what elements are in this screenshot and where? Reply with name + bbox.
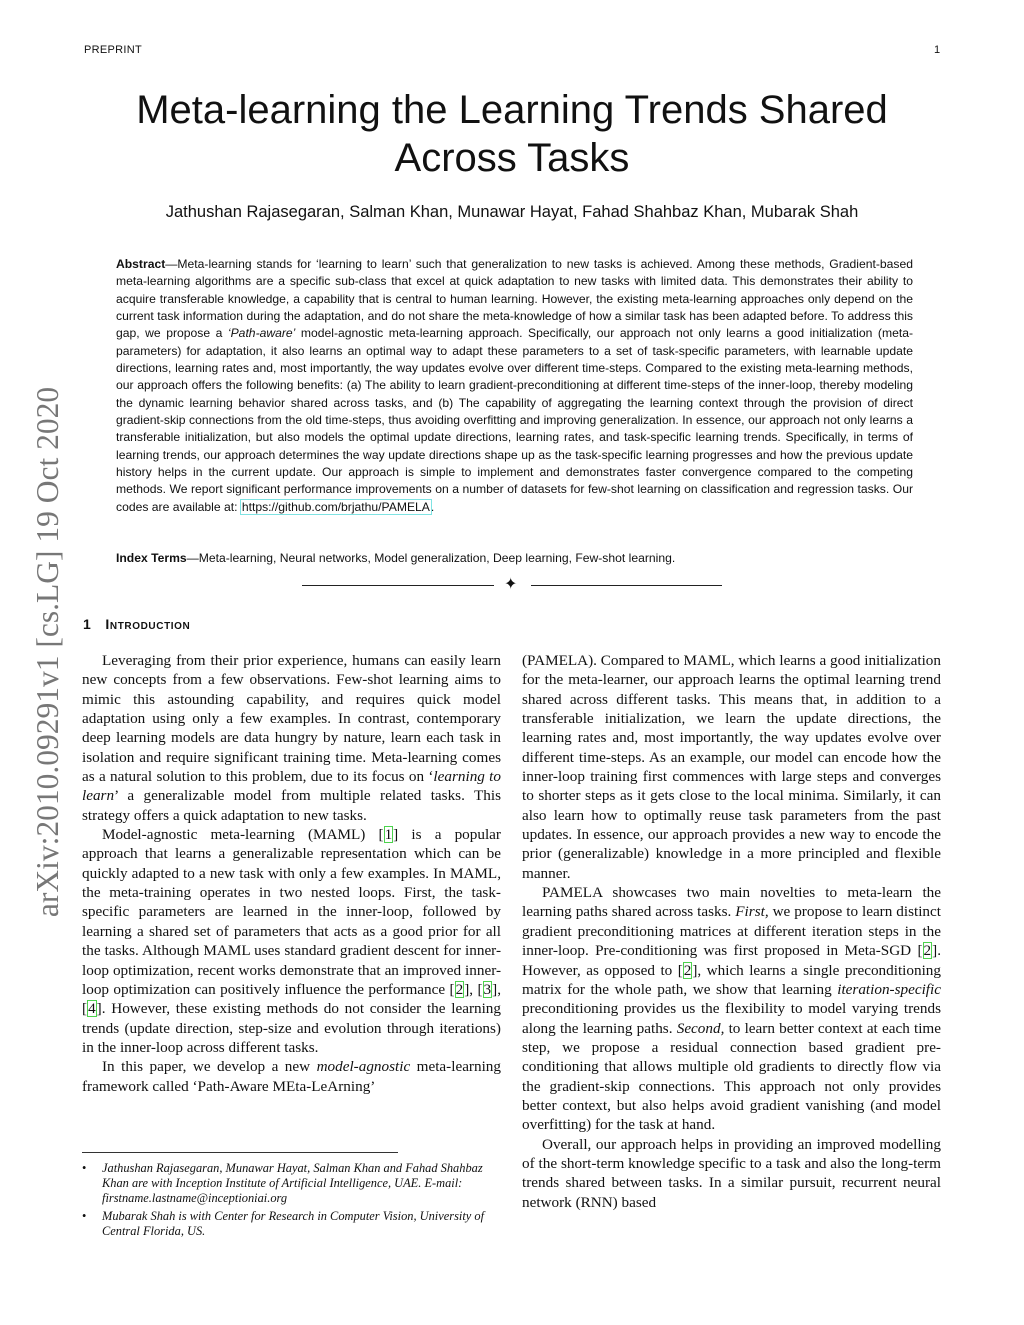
footnote-text: Mubarak Shah is with Center for Research in Computer Vision, University of Central Florida, US. — [102, 1208, 485, 1238]
paragraph-text: PAMELA showcases two main novelties to meta-learn the learning paths shared across tasks. — [522, 884, 941, 921]
author-list: Jathushan Rajasegaran, Salman Khan, Munawar Hayat, Fahad Shahbaz Khan, Mubarak Shah — [165, 203, 859, 221]
paragraph — [82, 651, 501, 825]
paragraph — [522, 883, 941, 1134]
paragraph-text: ]. However, as opposed to [ — [522, 942, 941, 979]
section-number: 1 — [83, 616, 92, 632]
emphasis: Second, — [676, 1019, 725, 1037]
footnote-text: Jathushan Rajasegaran, Munawar Hayat, Salman Khan and Fahad Shahbaz Khan are with Inception Institute of Artificial Intelligence, UAE. E-mail: firstname.lastname@inceptioniai.org — [102, 1161, 483, 1206]
citation-link[interactable]: 2 — [683, 961, 692, 979]
abstract — [116, 256, 913, 516]
index-terms-text: —Meta-learning, Neural networks, Model generalization, Deep learning, Few-shot learning. — [186, 551, 676, 565]
abstract-label: Abstract — [116, 257, 166, 271]
abstract-text-1: —Meta-learning stands for ‘learning to learn’ such that generalization to new tasks is achieved. Among these methods, Gradient-based meta-learning algorithms are a specific sub-class that excel at quick adaptation to new tasks with limited data. This demonstrates their ability to acquire transferable knowledge, a capability that is central to human learning. However, the existing meta-learning approaches only depend on the current task information during the adaptation, and do not share the meta-knowledge of how a similar task has been adapted before. To address this gap, we propose a — [116, 257, 913, 341]
paragraph-text: ’ a generalizable model from multiple related tasks. This strategy offers a quick adaptation to new tasks. — [82, 787, 501, 824]
divider-rule-left — [302, 585, 494, 586]
paragraph-text: we propose to learn distinct gradient preconditioning matrices at different iteration steps in the inner-loop. Pre-conditioning was first proposed in Meta-SGD [ — [522, 903, 941, 960]
section-heading — [83, 616, 190, 632]
paragraph-text: preconditioning provides us the flexibility to model varying trends along the learning paths. — [522, 1000, 941, 1037]
paragraph — [82, 1057, 501, 1096]
citation-link[interactable]: 2 — [923, 942, 932, 960]
paragraph-text: to learn better context at each time step, we propose a residual connection based gradient pre-conditioning that allows multiple old gradients to directly flow via the gradient-skip connections. This approach not only provides better context, but also helps avoid gradient vanishing (and model overfitting) for the task at hand. — [522, 1019, 941, 1134]
index-terms-label: Index Terms — [116, 551, 187, 565]
emphasis: model-agnostic — [316, 1058, 411, 1076]
index-terms — [116, 550, 913, 567]
footnote — [82, 1161, 501, 1207]
paper-title — [84, 86, 940, 182]
abstract-emphasis: ‘Path-aware’ — [227, 326, 296, 341]
right-column — [522, 651, 941, 1212]
paragraph: Overall, our approach helps in providing an improved modelling of the short-term knowledge specific to a task and also the long-term trends shared between tasks. In a similar pursuit, recurrent neural network (RNN) based — [522, 1135, 941, 1211]
footnote — [82, 1209, 501, 1239]
arxiv-stamp: arXiv:2010.09291v1 [cs.LG] 19 Oct 2020 — [30, 386, 65, 918]
citation-link[interactable]: 1 — [384, 826, 393, 844]
divider-rule-right — [531, 585, 722, 586]
paragraph — [82, 825, 501, 1057]
paragraph-text: ]. However, these existing methods do not consider the learning trends (update direction, step-size and evolution through iterations) in the inner-loop across different tasks. — [82, 1000, 501, 1056]
emphasis: iteration-specific — [837, 980, 941, 998]
bullet-icon: • — [82, 1208, 87, 1223]
paragraph: (PAMELA). Compared to MAML, which learns a good initialization for the meta-learner, our approach learns the optimal learning trend shared across different tasks. This means that, in addition to a transferable initialization, we learn the update directions, the learning rates and, most importantly, the way updates evolve over different time-steps. As an example, our model can encode how the inner-loop training first commences with large steps and converges to shorter steps as it gets close to the local minima. Similarly, it can also learn how to optimally reuse task parameters from the past updates. In essence, our approach provides a new way to encode the prior (generalizable) knowledge in a more principled and flexible manner. — [522, 652, 941, 882]
footnotes — [82, 1161, 501, 1241]
page-number: 1 — [934, 44, 941, 56]
citation-link[interactable]: 4 — [88, 1000, 96, 1018]
paragraph-text: ] is a popular approach that learns a generalizable representation which can be quickly adapted to a new task with only a few examples. In MAML, the meta-training operates in two nested loops. First, the task-specific parameters are learned in the inner-loop, followed by learning a shared set of parameters that acts as a good prior for all the tasks. Although MAML uses standard gradient descent for inner-loop optimization, recent works demonstrate that an improved inner-loop optimization can positively influence the performance [ — [82, 826, 501, 998]
footnote-rule — [82, 1152, 398, 1153]
paragraph-text: ], which learns a single preconditioning matrix for the whole path, we show that learning — [522, 961, 941, 998]
emphasis: First, — [735, 903, 769, 921]
title-line-2: Across Tasks — [394, 136, 630, 180]
left-column — [82, 651, 501, 1096]
abstract-text-2: model-agnostic meta-learning approach. Specifically, our approach not only learns a good initialization (meta-parameters) for adaptation, it also learns an optimal way to adapt these parameters to a set of task-specific parameters, with learnable update directions, learning rates and, most importantly, the way updates evolve over different time-steps. Compared to the existing meta-learning methods, our approach offers the following benefits: (a) The ability to learn gradient-preconditioning at different time-steps of the inner-loop, thereby modeling the dynamic learning behavior shared across tasks, and (b) The capability of aggregating the learning context through the provision of direct gradient-skip connections from the old time-steps, thus avoiding overfitting and improving generalization. In essence, our approach not only learns a transferable initialization, but also models the optimal update directions, learning rates, and task-specific learning trends. Specifically, in terms of learning trends, our approach determines the way update directions shape up as the task-specific learning progresses and how the previous update history helps in the current update. Our approach is simple to implement and demonstrates faster convergence compared to the competing methods. We report significant performance improvements on a number of datasets for few-shot learning on classification and regression tasks. Our codes are available at: — [116, 326, 913, 514]
citation-link[interactable]: 2 — [455, 980, 464, 998]
abstract-text-3: . — [430, 499, 435, 514]
running-head: PREPRINT — [84, 44, 143, 56]
paragraph-text: ], [ — [464, 980, 483, 998]
divider-star-icon: ✦ — [504, 576, 518, 593]
bullet-icon: • — [82, 1161, 87, 1175]
citation-link[interactable]: 3 — [483, 980, 492, 998]
paragraph-text: Model-agnostic meta-learning (MAML) [ — [102, 826, 384, 844]
code-repository-link[interactable]: https://github.com/brjathu/PAMELA — [241, 499, 430, 514]
section-divider — [302, 575, 722, 597]
paragraph-text: In this paper, we develop a new — [102, 1058, 317, 1076]
paragraph-text: Leveraging from their prior experience, humans can easily learn new concepts from a few observations. Few-shot learning aims to mimic this astounding capability, and requires quick model adaptation using only a few examples. In contrast, contemporary deep learning models are data hungry by nature, learn each task in isolation and require significant training time. Meta-learning comes as a natural solution to this problem, due to its focus on ‘ — [82, 652, 501, 786]
paragraph-text: ], [ — [82, 980, 501, 1018]
title-line-1: Meta-learning the Learning Trends Shared — [136, 88, 888, 132]
paragraph-text: meta-learning framework called ‘Path-Aware MEta-LeArning’ — [82, 1058, 501, 1095]
emphasis: learning to learn — [82, 768, 501, 805]
section-title: Introduction — [105, 616, 191, 632]
